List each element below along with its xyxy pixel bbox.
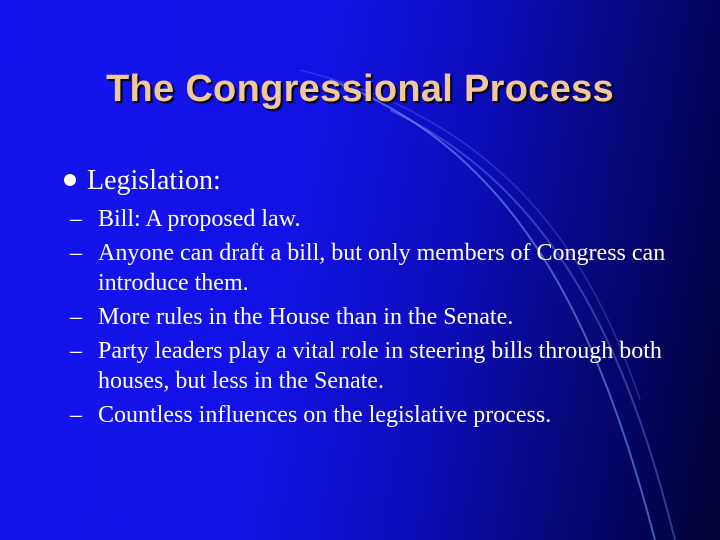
sub-bullet-text: More rules in the House than in the Senate. <box>98 304 514 330</box>
sub-bullet-text: Party leaders play a vital role in steering bills through both houses, but less in the Senate. <box>98 338 662 394</box>
dash-marker: – <box>70 206 82 232</box>
sub-bullet <box>64 238 674 298</box>
sub-bullet <box>64 302 674 332</box>
dash-marker: – <box>70 338 82 364</box>
sub-bullet-list <box>64 204 674 430</box>
slide-body <box>64 164 674 434</box>
dash-marker: – <box>70 304 82 330</box>
sub-bullet <box>64 204 674 234</box>
bullet-dot-icon <box>64 174 76 186</box>
bullet-legislation <box>64 164 674 198</box>
slide-title: The Congressional Process <box>106 68 614 110</box>
dash-marker: – <box>70 240 82 266</box>
sub-bullet-text: Bill: A proposed law. <box>98 206 301 232</box>
dash-marker: – <box>70 402 82 428</box>
sub-bullet <box>64 400 674 430</box>
sub-bullet-text: Anyone can draft a bill, but only members of Congress can introduce them. <box>98 240 666 296</box>
sub-bullet <box>64 336 674 396</box>
sub-bullet-text: Countless influences on the legislative process. <box>98 402 552 428</box>
bullet-label: Legislation: <box>87 165 221 196</box>
